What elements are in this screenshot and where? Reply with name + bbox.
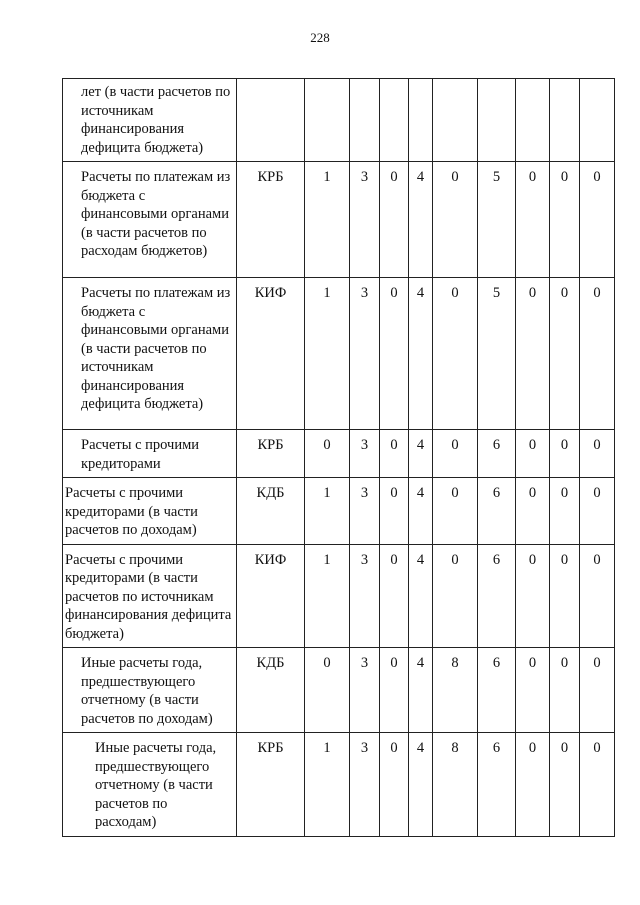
digit-cell: 0 (433, 544, 478, 648)
digit-cell: 0 (550, 648, 580, 733)
digit-cell: 4 (409, 733, 433, 837)
row-code-cell: КДБ (237, 478, 305, 545)
digit-cell: 4 (409, 478, 433, 545)
table-row (63, 278, 615, 430)
digit-cell: 0 (516, 544, 550, 648)
digit-cell: 0 (516, 733, 550, 837)
table-row (63, 478, 615, 545)
digit-cell: 4 (409, 544, 433, 648)
digit-cell: 0 (305, 430, 350, 478)
table-row (63, 648, 615, 733)
digit-cell: 4 (409, 162, 433, 278)
digit-cell: 1 (305, 162, 350, 278)
row-name-cell: лет (в части расчетов по источникам финансирования дефицита бюджета) (63, 79, 237, 162)
digit-cell: 0 (516, 162, 550, 278)
digit-cell: 0 (380, 278, 409, 430)
digit-cell (433, 79, 478, 162)
row-code-cell: КРБ (237, 430, 305, 478)
digit-cell: 0 (433, 478, 478, 545)
digit-cell: 3 (350, 430, 380, 478)
digit-cell: 0 (380, 733, 409, 837)
table-row (63, 544, 615, 648)
digit-cell: 6 (478, 733, 516, 837)
digit-cell: 4 (409, 430, 433, 478)
row-code-cell: КИФ (237, 544, 305, 648)
row-code-cell: КРБ (237, 733, 305, 837)
row-name-cell: Расчеты с прочими кредиторами (в части расчетов по доходам) (63, 478, 237, 545)
digit-cell: 0 (580, 162, 615, 278)
digit-cell (580, 79, 615, 162)
digit-cell: 0 (580, 278, 615, 430)
digit-cell: 0 (433, 430, 478, 478)
table-row (63, 79, 615, 162)
digit-cell: 0 (550, 733, 580, 837)
table-row (63, 733, 615, 837)
digit-cell: 0 (580, 430, 615, 478)
digit-cell: 6 (478, 430, 516, 478)
digit-cell: 0 (516, 278, 550, 430)
digit-cell: 0 (516, 430, 550, 478)
accounts-table (62, 78, 615, 837)
row-code-cell: КДБ (237, 648, 305, 733)
digit-cell: 3 (350, 162, 380, 278)
digit-cell (550, 79, 580, 162)
digit-cell: 0 (550, 278, 580, 430)
digit-cell (478, 79, 516, 162)
digit-cell: 0 (433, 162, 478, 278)
digit-cell: 0 (580, 544, 615, 648)
digit-cell: 0 (380, 648, 409, 733)
row-name-cell: Расчеты по платежам из бюджета с финансовыми органами (в части расчетов по источникам финансирования дефицита бюджета) (63, 278, 237, 430)
digit-cell: 1 (305, 278, 350, 430)
digit-cell: 0 (305, 648, 350, 733)
table-row (63, 430, 615, 478)
digit-cell (409, 79, 433, 162)
digit-cell: 0 (550, 430, 580, 478)
digit-cell: 3 (350, 733, 380, 837)
digit-cell: 0 (516, 648, 550, 733)
digit-cell: 1 (305, 544, 350, 648)
digit-cell: 0 (380, 544, 409, 648)
digit-cell: 3 (350, 278, 380, 430)
digit-cell: 8 (433, 733, 478, 837)
digit-cell: 4 (409, 278, 433, 430)
digit-cell: 0 (580, 733, 615, 837)
digit-cell: 6 (478, 478, 516, 545)
digit-cell: 0 (550, 544, 580, 648)
row-code-cell: КРБ (237, 162, 305, 278)
row-code-cell (237, 79, 305, 162)
digit-cell: 0 (516, 478, 550, 545)
digit-cell: 0 (550, 478, 580, 545)
digit-cell: 0 (580, 648, 615, 733)
digit-cell: 0 (380, 162, 409, 278)
digit-cell (380, 79, 409, 162)
row-name-cell: Иные расчеты года, предшествующего отчетному (в части расчетов по доходам) (63, 648, 237, 733)
row-code-cell: КИФ (237, 278, 305, 430)
row-name-cell: Расчеты по платежам из бюджета с финансовыми органами (в части расчетов по расходам бюджетов) (63, 162, 237, 278)
digit-cell: 3 (350, 648, 380, 733)
digit-cell: 6 (478, 648, 516, 733)
digit-cell: 0 (380, 430, 409, 478)
row-name-cell: Расчеты с прочими кредиторами (в части расчетов по источникам финансирования дефицита бюджета) (63, 544, 237, 648)
digit-cell: 3 (350, 544, 380, 648)
digit-cell: 6 (478, 544, 516, 648)
digit-cell: 0 (380, 478, 409, 545)
row-name-cell: Расчеты с прочими кредиторами (63, 430, 237, 478)
digit-cell: 5 (478, 162, 516, 278)
table-row (63, 162, 615, 278)
digit-cell (305, 79, 350, 162)
digit-cell: 0 (580, 478, 615, 545)
digit-cell: 8 (433, 648, 478, 733)
digit-cell: 1 (305, 733, 350, 837)
digit-cell: 0 (550, 162, 580, 278)
digit-cell: 4 (409, 648, 433, 733)
page-number: 228 (310, 30, 330, 45)
digit-cell: 0 (433, 278, 478, 430)
digit-cell: 1 (305, 478, 350, 545)
digit-cell (350, 79, 380, 162)
row-name-cell: Иные расчеты года, предшествующего отчетному (в части расчетов по расходам) (63, 733, 237, 837)
digit-cell: 5 (478, 278, 516, 430)
digit-cell: 3 (350, 478, 380, 545)
digit-cell (516, 79, 550, 162)
